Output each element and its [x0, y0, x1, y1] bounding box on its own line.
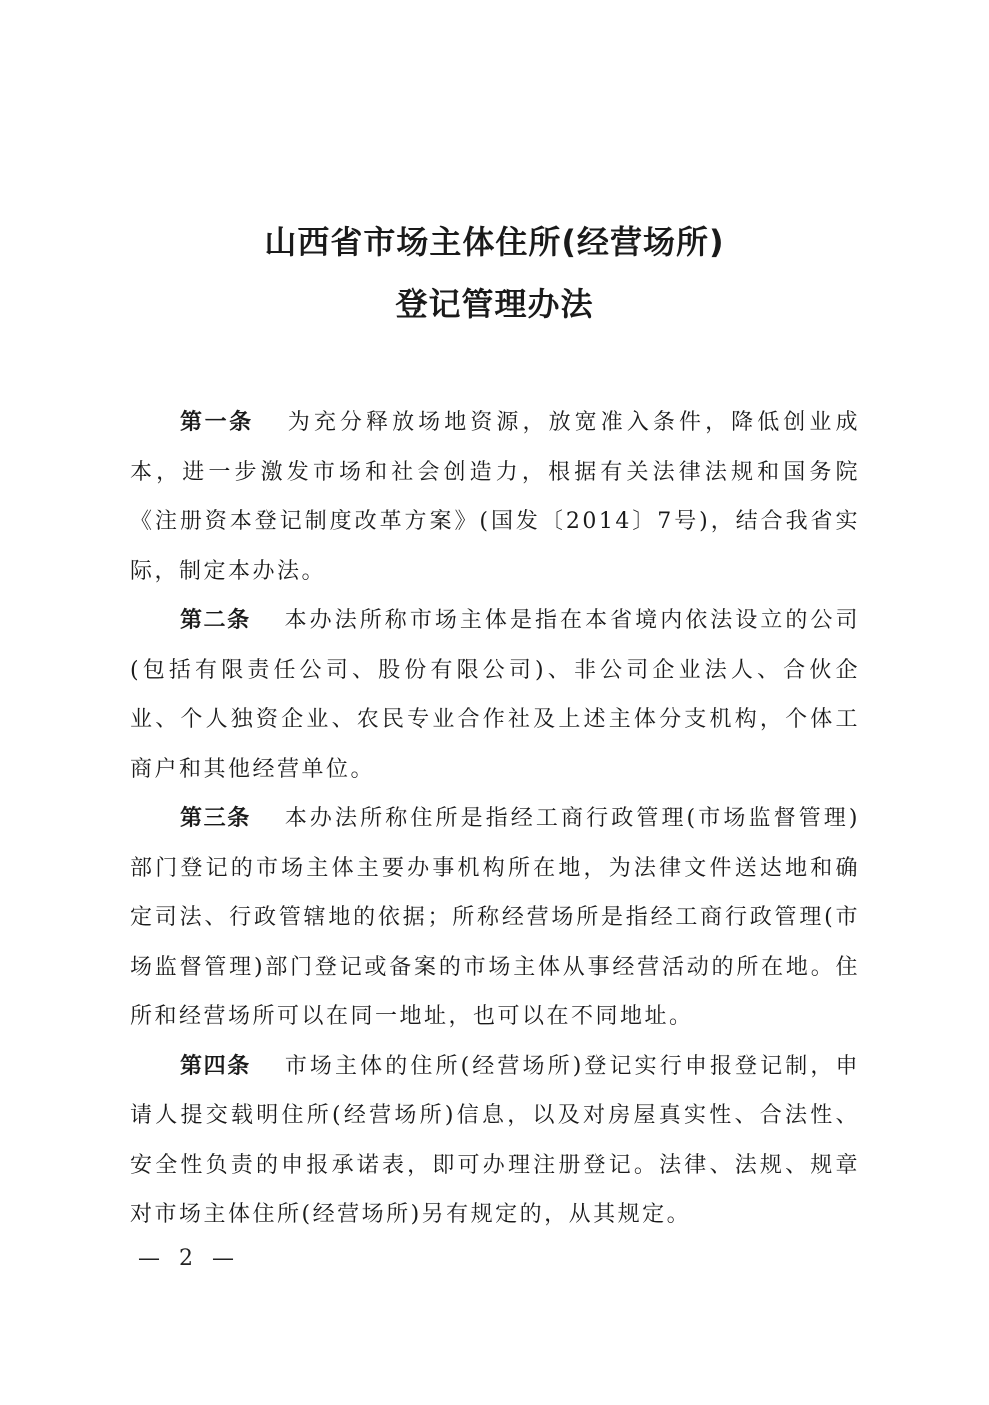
article-4-text: 市场主体的住所(经营场所)登记实行申报登记制，申请人提交载明住所(经营场所)信息，以及对房屋真实性、合法性、安全性负责的申报承诺表，即可办理注册登记。法律、法规、规章对市场主体住所(经营场所)另有规定的，从其规定。 — [130, 1053, 860, 1227]
document-body — [130, 398, 860, 1240]
article-2-label: 第二条 — [180, 608, 251, 633]
article-1-label: 第一条 — [180, 410, 254, 435]
document-title-line-2: 登记管理办法 — [395, 285, 594, 323]
article-1-text: 为充分释放场地资源，放宽准入条件，降低创业成本，进一步激发市场和社会创造力，根据有关法律法规和国务院《注册资本登记制度改革方案》(国发〔2014〕7号)，结合我省实际，制定本办法。 — [130, 410, 860, 584]
article-3 — [130, 794, 860, 1042]
article-4-label: 第四条 — [180, 1053, 251, 1079]
page-number: — 2 — — [138, 1246, 240, 1271]
article-3-text: 本办法所称住所是指经工商行政管理(市场监督管理)部门登记的市场主体主要办事机构所在地，为法律文件送达地和确定司法、行政管辖地的依据；所称经营场所是指经工商行政管理(市场监督管理)部门登记或备案的市场主体从事经营活动的所在地。住所和经营场所可以在同一地址，也可以在不同地址。 — [130, 806, 860, 1029]
article-1 — [130, 398, 860, 596]
document-title-line-1: 山西省市场主体住所(经营场所) — [264, 223, 725, 261]
article-4 — [130, 1042, 860, 1240]
article-2-text: 本办法所称市场主体是指在本省境内依法设立的公司(包括有限责任公司、股份有限公司)、非公司企业法人、合伙企业、个人独资企业、农民专业合作社及上述主体分支机构，个体工商户和其他经营单位。 — [130, 608, 860, 782]
article-3-label: 第三条 — [180, 806, 251, 831]
article-2 — [130, 596, 860, 794]
